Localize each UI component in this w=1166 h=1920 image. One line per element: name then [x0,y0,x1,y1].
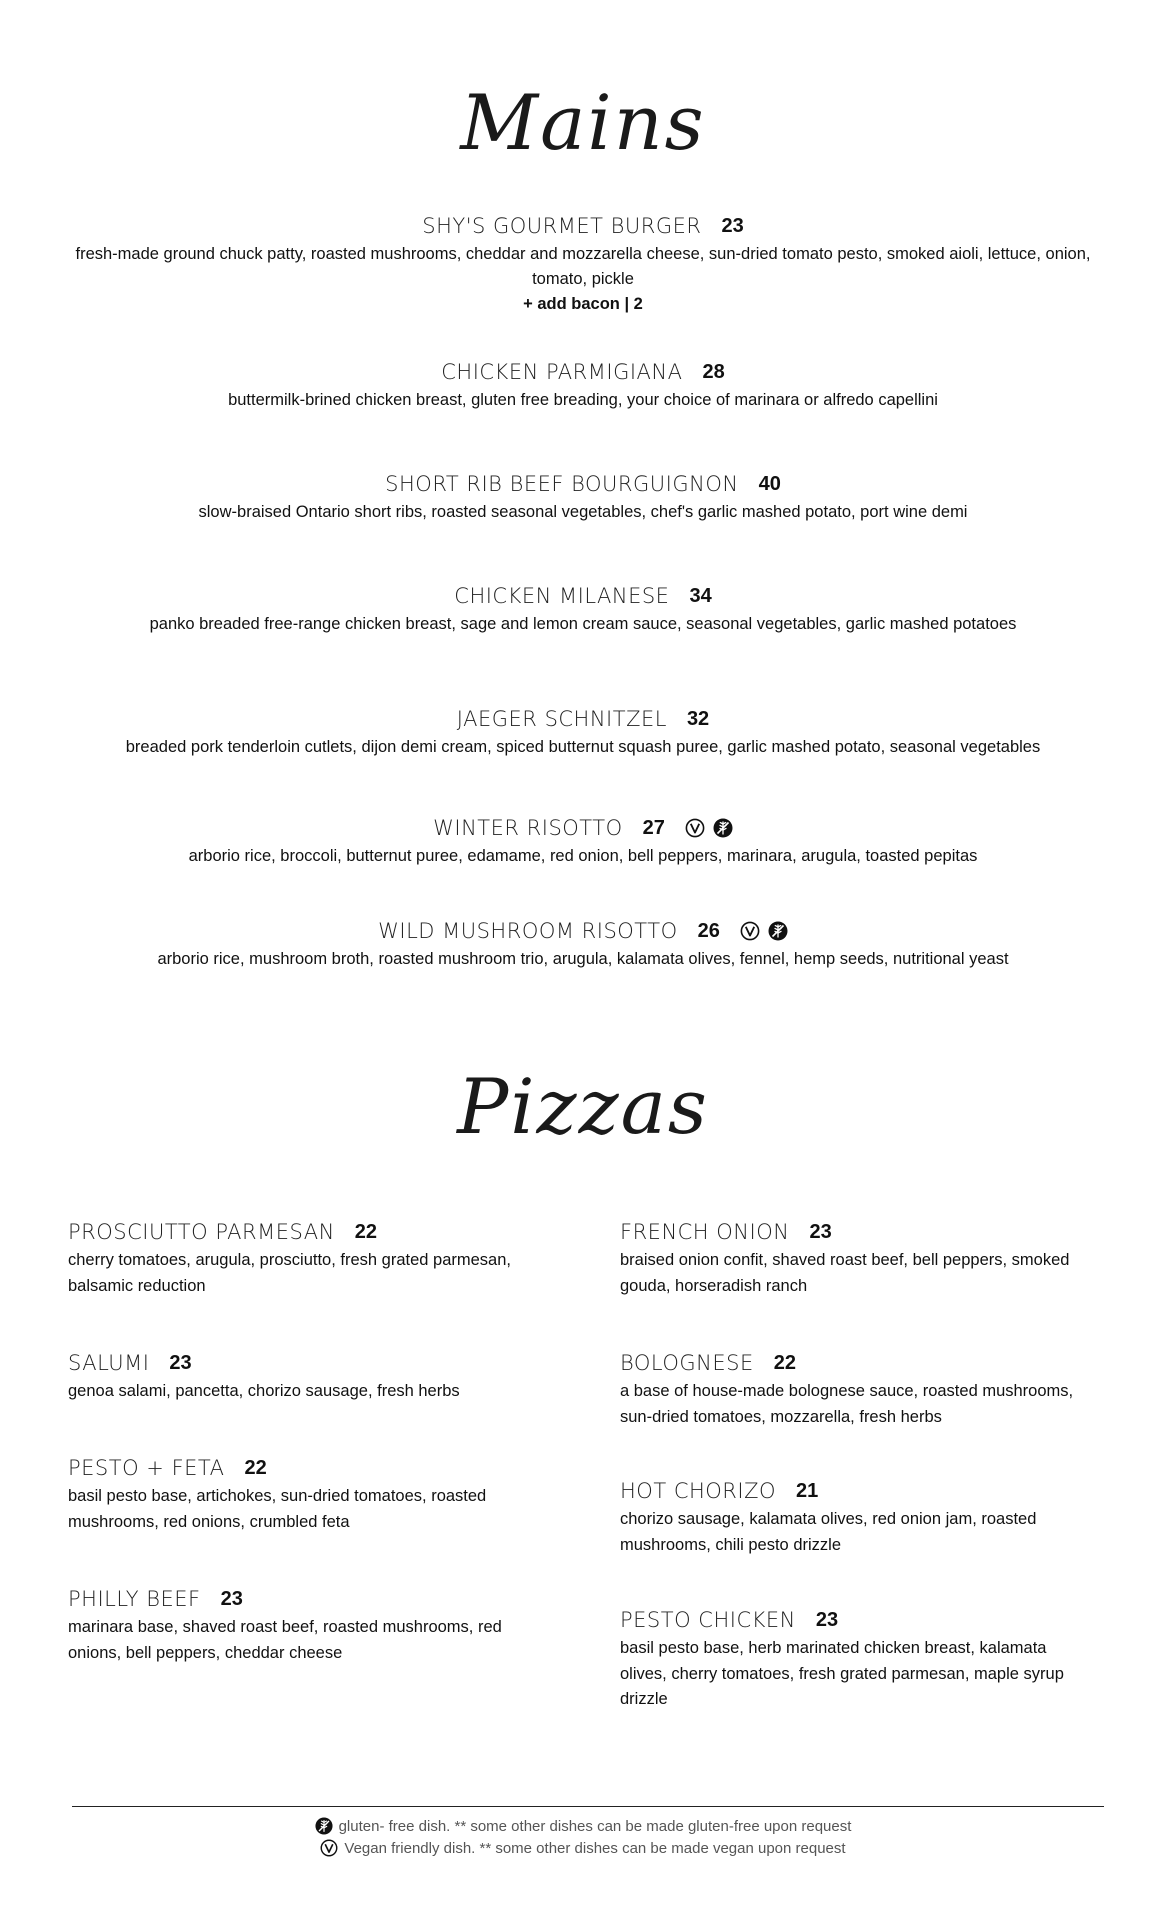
item-name: PESTO + FETA [68,1456,225,1480]
item-description: genoa salami, pancetta, chorizo sausage, fresh herbs [68,1382,460,1400]
vegan-note: Vegan friendly dish. ** some other dishes can be made vegan upon request [344,1839,846,1857]
item-description: cherry tomatoes, arugula, prosciutto, fresh grated parmesan, balsamic reduction [68,1251,511,1295]
menu-item-pizza [68,1349,538,1405]
item-description: buttermilk-brined chicken breast, gluten free breading, your choice of marinara or alfredo capellini [228,391,938,409]
vegan-icon [685,818,705,838]
menu-item-pizza [68,1454,538,1535]
dietary-icons [740,921,788,941]
item-name: WINTER RISOTTO [433,816,623,840]
menu-item-pizza [620,1349,1090,1430]
item-description: basil pesto base, artichokes, sun-dried tomatoes, roasted mushrooms, red onions, crumbled feta [68,1487,487,1531]
item-price: 23 [721,215,744,237]
item-name: FRENCH ONION [620,1220,790,1244]
item-name: SALUMI [68,1351,150,1375]
item-name: HOT CHORIZO [620,1479,777,1503]
item-price: 22 [773,1352,796,1374]
item-name: PHILLY BEEF [68,1587,201,1611]
item-description: panko breaded free-range chicken breast, sage and lemon cream sauce, seasonal vegetables, garlic mashed potatoes [149,615,1017,633]
item-description: chorizo sausage, kalamata olives, red onion jam, roasted mushrooms, chili pesto drizzle [620,1510,1037,1554]
item-description: marinara base, shaved roast beef, roasted mushrooms, red onions, bell peppers, cheddar cheese [68,1618,502,1662]
item-addon: + add bacon | 2 [523,295,643,313]
item-name: WILD MUSHROOM RISOTTO [378,919,678,943]
item-description: slow-braised Ontario short ribs, roasted seasonal vegetables, chef's garlic mashed potato, port wine demi [198,503,968,521]
menu-item-pizza [68,1218,538,1299]
item-description: basil pesto base, herb marinated chicken breast, kalamata olives, cherry tomatoes, fresh grated parmesan, maple syrup drizzle [620,1639,1064,1708]
pizzas-heading: Pizzas [457,1062,709,1151]
menu-item-pizza [68,1585,538,1666]
mains-heading: Mains [460,78,706,167]
gluten-free-legend [0,1817,1166,1835]
item-name: PESTO CHICKEN [620,1608,796,1632]
menu-item-pizza [620,1218,1090,1299]
gluten-free-icon [713,818,733,838]
item-price: 23 [169,1352,192,1374]
gluten-free-note: gluten- free dish. ** some other dishes can be made gluten-free upon request [338,1817,852,1835]
menu-item-main [60,814,1106,869]
menu-item-main [60,358,1106,413]
menu-item-pizza [620,1606,1090,1713]
item-price: 21 [796,1480,819,1502]
item-price: 26 [697,920,720,942]
menu-item-main [60,917,1106,972]
item-name: SHY'S GOURMET BURGER [422,214,702,238]
item-description: breaded pork tenderloin cutlets, dijon demi cream, spiced butternut squash puree, garlic mashed potato, seasonal vegetables [125,738,1041,756]
item-price: 34 [689,585,712,607]
item-price: 32 [686,708,710,730]
item-description: arborio rice, broccoli, butternut puree, edamame, red onion, bell peppers, marinara, arugula, toasted pepitas [188,847,978,865]
item-description: braised onion confit, shaved roast beef, bell peppers, smoked gouda, horseradish ranch [620,1251,1070,1295]
item-description: a base of house-made bolognese sauce, roasted mushrooms, sun-dried tomatoes, mozzarella, fresh herbs [620,1382,1074,1426]
item-description: arborio rice, mushroom broth, roasted mushroom trio, arugula, kalamata olives, fennel, hemp seeds, nutritional yeast [157,950,1009,968]
item-name: CHICKEN MILANESE [454,584,670,608]
menu-item-main [60,212,1106,316]
item-price: 23 [220,1588,243,1610]
item-price: 23 [815,1609,839,1631]
item-price: 22 [354,1221,378,1243]
menu-item-main [60,582,1106,637]
item-name: JAEGER SCHNITZEL [456,707,667,731]
item-name: BOLOGNESE [620,1351,754,1375]
vegan-legend [0,1839,1166,1857]
gluten-free-icon [315,1817,333,1835]
item-name: SHORT RIB BEEF BOURGUIGNON [385,472,739,496]
dietary-icons [685,818,733,838]
footer-divider [72,1806,1104,1807]
menu-item-pizza [620,1477,1090,1558]
item-name: PROSCIUTTO PARMESAN [68,1220,335,1244]
item-price: 23 [809,1221,832,1243]
vegan-icon [320,1839,338,1857]
vegan-icon [740,921,760,941]
item-price: 27 [642,817,665,839]
item-description: fresh-made ground chuck patty, roasted mushrooms, cheddar and mozzarella cheese, sun-dried tomato pesto, smoked aioli, lettuce, onion, tomato, pickle [75,245,1091,288]
menu-item-main [60,470,1106,525]
gluten-free-icon [768,921,788,941]
item-price: 22 [244,1457,267,1479]
item-price: 40 [758,473,781,495]
item-price: 28 [702,361,725,383]
menu-item-main [60,705,1106,760]
item-name: CHICKEN PARMIGIANA [441,360,683,384]
